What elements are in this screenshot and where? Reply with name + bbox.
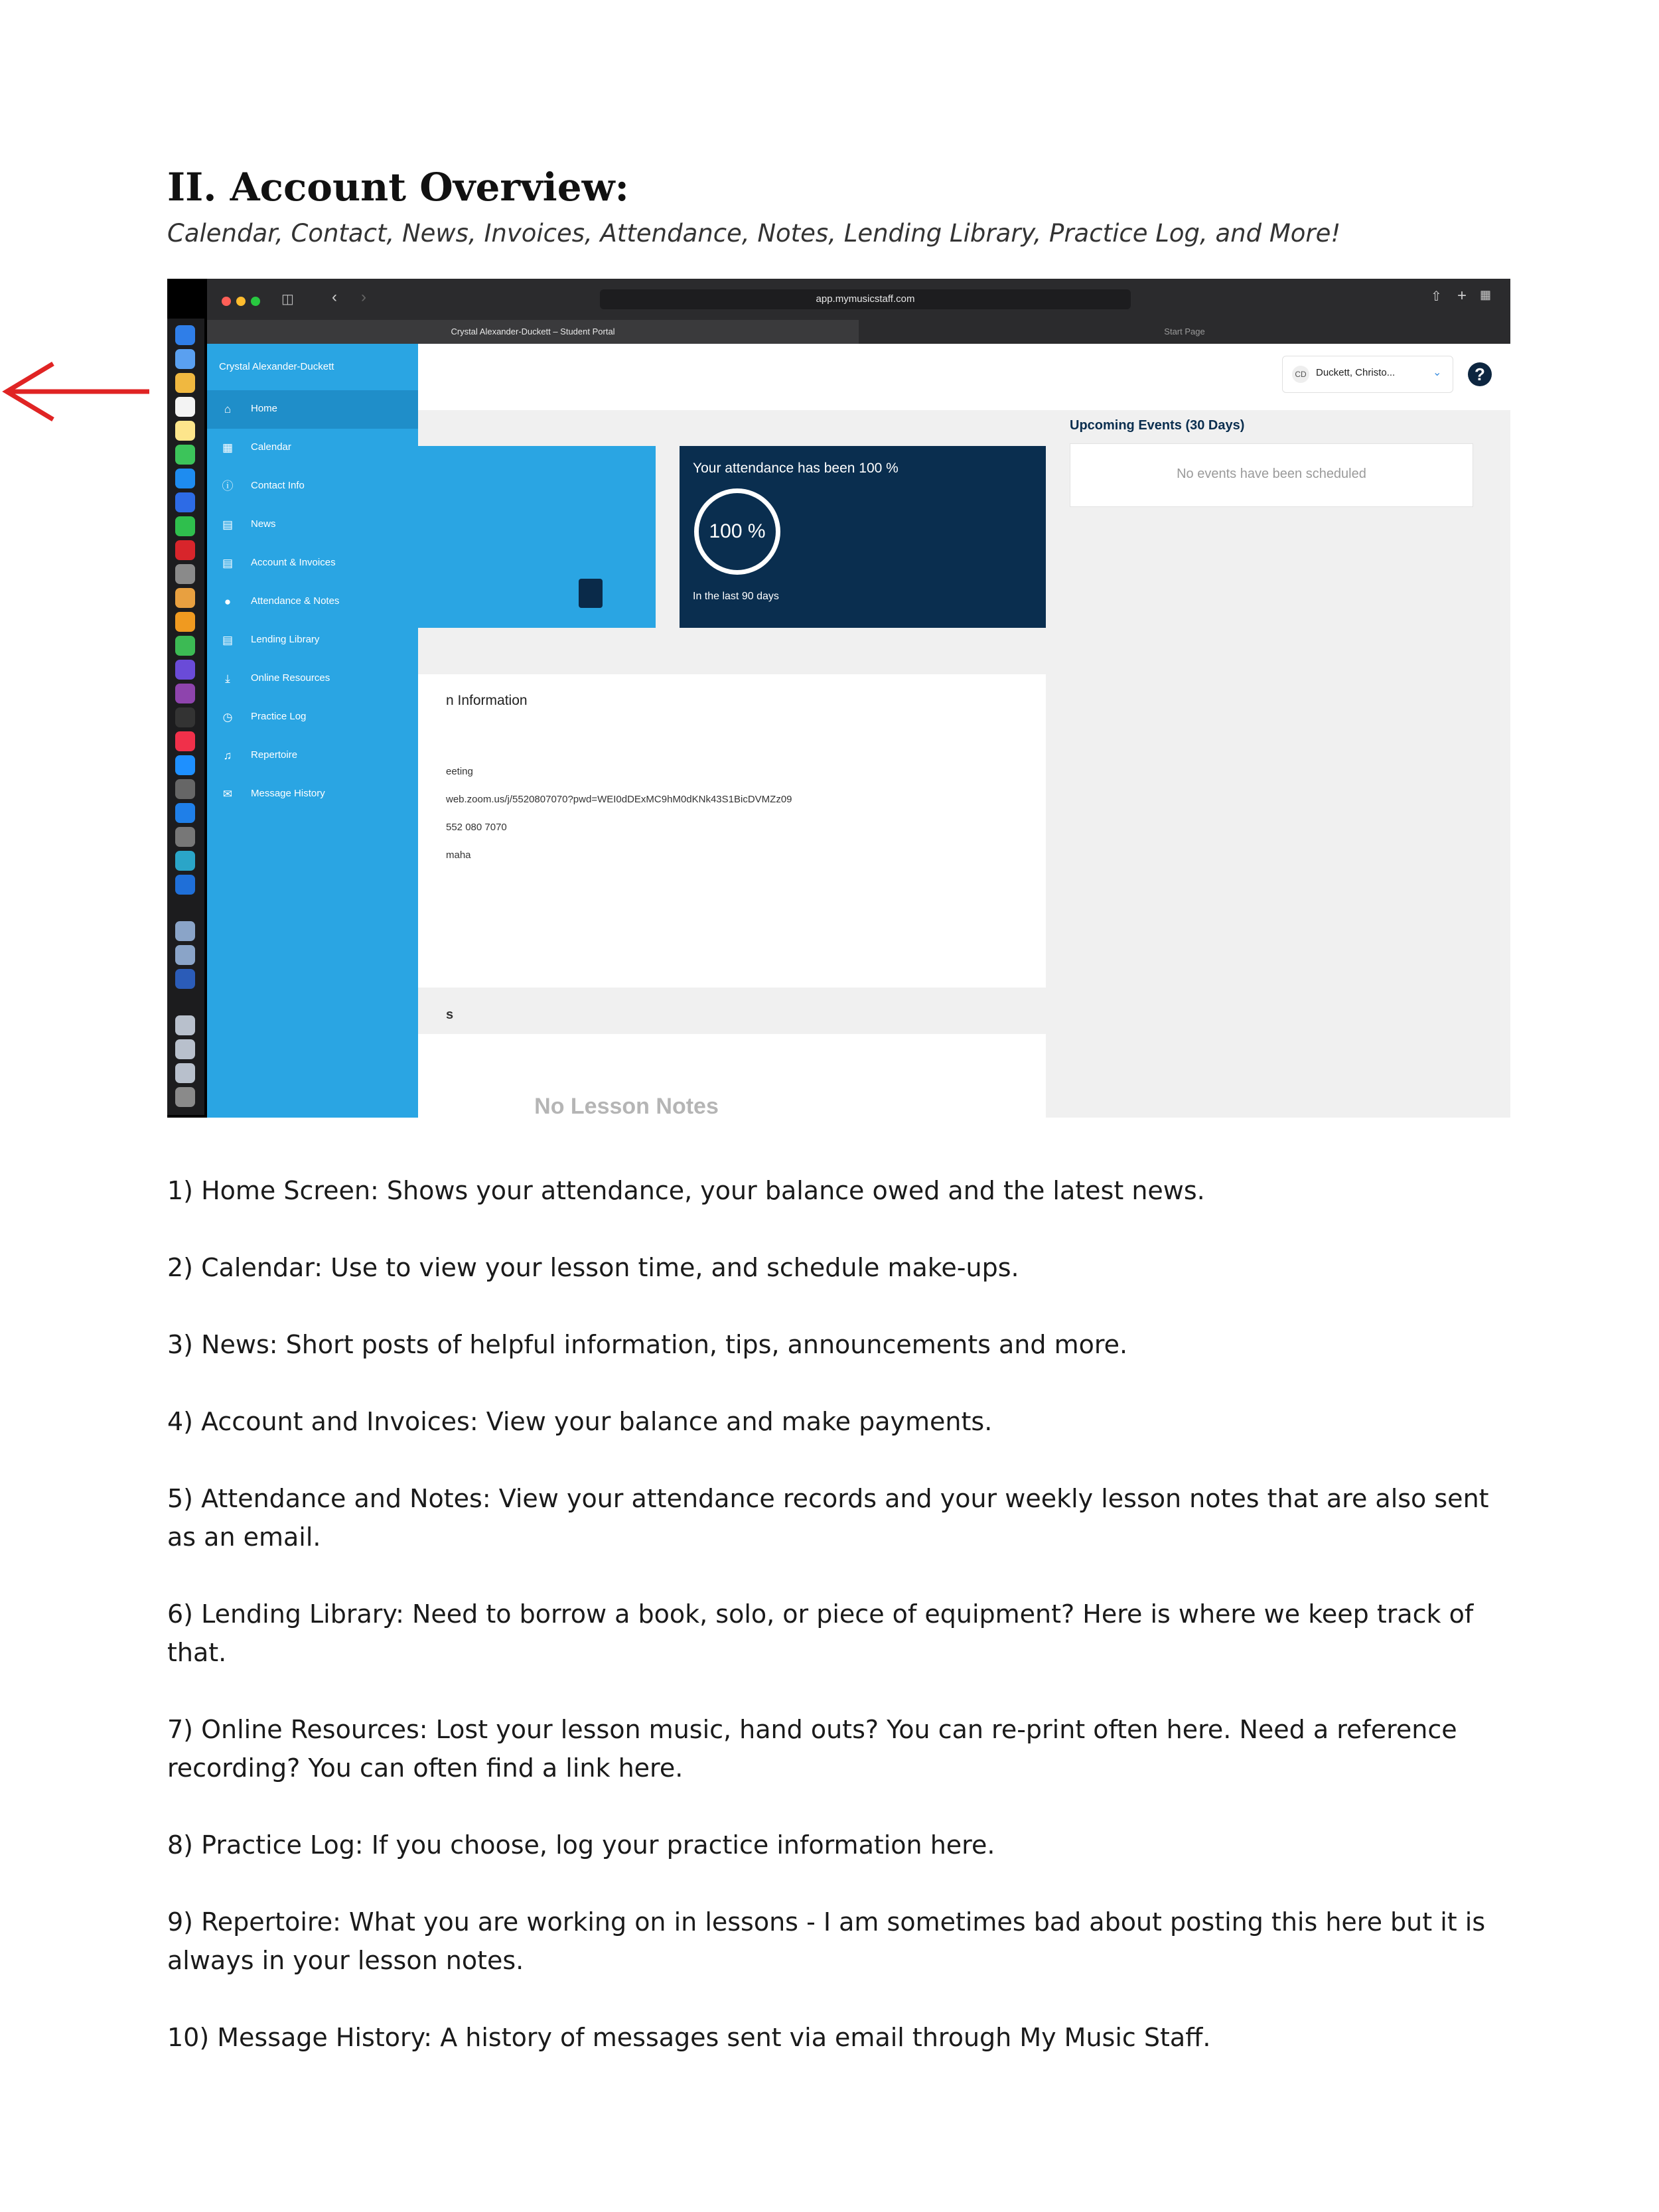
sidebar-item-online-resources[interactable] (207, 660, 418, 698)
sidebar-item-label: News (251, 518, 276, 530)
share-icon[interactable]: ⇧ (1431, 289, 1442, 304)
sidebar-toggle-icon[interactable]: ◫ (281, 292, 294, 307)
portal-sidebar (207, 344, 418, 1118)
sidebar-item-home[interactable] (207, 390, 418, 429)
balance-button[interactable] (579, 579, 603, 608)
list-item: 3) News: Short posts of helpful information, tips, announcements and more. (167, 1330, 1128, 1359)
facetime-icon[interactable] (175, 516, 195, 536)
sidebar-item-label: Lending Library (251, 634, 320, 645)
sidebar-item-label: Practice Log (251, 711, 307, 722)
download-icon: ⤓ (225, 672, 230, 685)
maximize-icon[interactable] (251, 297, 260, 306)
system-prefs-icon[interactable] (175, 827, 195, 847)
sidebar-item-account-invoices[interactable] (207, 544, 418, 583)
minimize-icon[interactable] (236, 297, 246, 306)
list-item: 4) Account and Invoices: View your balance and make payments. (167, 1407, 993, 1436)
close-icon[interactable] (222, 297, 231, 306)
list-item: 1) Home Screen: Shows your attendance, your balance owed and the latest news. (167, 1176, 1205, 1205)
tab-overview-icon[interactable]: ▦ (1480, 288, 1492, 301)
attendance-title: Your attendance has been 100 % (693, 461, 899, 476)
chrome-icon[interactable] (175, 373, 195, 393)
clapper-icon[interactable] (175, 707, 195, 727)
zoom-link[interactable]: web.zoom.us/j/5520807070?pwd=WEI0dDExMC9hM0dKNk43S1BicDVMZz09 (446, 794, 792, 805)
document-icon[interactable] (175, 1015, 195, 1035)
info-line: eeting (446, 766, 473, 777)
portal-screenshot (167, 279, 1510, 1118)
sidebar-item-news[interactable] (207, 506, 418, 544)
news-icon: ▤ (222, 518, 234, 531)
sidebar-item-label: Attendance & Notes (251, 595, 340, 607)
calendar-icon: ▦ (222, 441, 234, 454)
home-icon: ⌂ (224, 403, 232, 415)
calendar-app-icon[interactable] (175, 397, 195, 417)
info-icon: ⓘ (222, 480, 234, 492)
imovie-icon[interactable] (175, 660, 195, 680)
pages-icon[interactable] (175, 612, 195, 632)
notes-heading: s (446, 1007, 454, 1022)
forward-icon[interactable]: › (361, 288, 366, 306)
trash-icon[interactable] (175, 1087, 195, 1107)
sidebar-item-label: Repertoire (251, 749, 298, 761)
list-item: 10) Message History: A history of messages sent via email through My Music Staff. (167, 2023, 1211, 2052)
back-icon[interactable]: ‹ (332, 288, 337, 306)
sidebar-item-repertoire[interactable] (207, 737, 418, 775)
info-line: 552 080 7070 (446, 822, 507, 833)
user-menu[interactable] (1282, 356, 1453, 393)
music-icon: ♫ (223, 749, 232, 762)
list-item: 9) Repertoire: What you are working on in lessons - I am sometimes bad about posting this here but it is always in your lesson notes. (167, 1907, 1486, 1975)
left-arrow-icon (0, 358, 153, 425)
avatar: CD (1292, 366, 1309, 383)
tab-start-page[interactable]: Start Page (859, 320, 1510, 344)
folder-icon[interactable] (175, 921, 195, 941)
document-icon[interactable] (175, 1039, 195, 1059)
document-icon[interactable] (175, 1063, 195, 1083)
events-card (1070, 443, 1473, 507)
help-icon[interactable]: ? (1468, 362, 1492, 386)
list-item: 5) Attendance and Notes: View your attendance records and your weekly lesson notes that are also sent as an email. (167, 1484, 1489, 1552)
books-icon: ▤ (222, 634, 234, 646)
acrobat-icon[interactable] (175, 540, 195, 560)
messages-icon[interactable] (175, 445, 195, 465)
safari-icon[interactable] (175, 349, 195, 369)
sidebar-item-practice-log[interactable] (207, 698, 418, 737)
sidebar-user-name: Crystal Alexander-Duckett (219, 361, 334, 372)
notes-empty-text: No Lesson Notes (534, 1094, 719, 1118)
finder-icon[interactable] (175, 325, 195, 345)
sidebar-item-label: Calendar (251, 441, 291, 453)
invoice-icon: ▤ (222, 557, 234, 569)
tab-student-portal[interactable]: Crystal Alexander-Duckett – Student Portal (207, 320, 859, 344)
sidebar-item-label: Online Resources (251, 672, 330, 684)
zoom-icon[interactable] (175, 492, 195, 512)
settings-icon[interactable] (175, 564, 195, 584)
app-icon[interactable] (175, 588, 195, 608)
list-item: 2) Calendar: Use to view your lesson time, and schedule make-ups. (167, 1253, 1019, 1282)
lesson-info-title: n Information (446, 693, 528, 708)
music-app-icon[interactable] (175, 731, 195, 751)
list-item: 7) Online Resources: Lost your lesson music, hand outs? You can re-print often here. Need a reference recording? You can often find a link here. (167, 1715, 1457, 1783)
section-title: II. Account Overview: (167, 165, 629, 210)
podcasts-icon[interactable] (175, 684, 195, 703)
chevron-down-icon: ⌄ (1433, 367, 1442, 378)
new-tab-icon[interactable]: + (1457, 287, 1467, 305)
macos-dock (167, 319, 204, 1115)
info-line: maha (446, 849, 471, 861)
word-icon[interactable] (175, 969, 195, 989)
sidebar-item-lending-library[interactable] (207, 621, 418, 660)
notes-app-icon[interactable] (175, 421, 195, 441)
user-check-icon: ● (224, 595, 232, 608)
keynote-icon[interactable] (175, 755, 195, 775)
events-title: Upcoming Events (30 Days) (1070, 418, 1245, 433)
sidebar-item-message-history[interactable] (207, 775, 418, 814)
sidebar-item-calendar[interactable] (207, 429, 418, 467)
list-item: 8) Practice Log: If you choose, log your practice information here. (167, 1830, 995, 1860)
section-subtitle: Calendar, Contact, News, Invoices, Attendance, Notes, Lending Library, Practice Log, and More! (167, 219, 1341, 248)
app-store-icon[interactable] (175, 803, 195, 823)
clock-icon: ◷ (222, 711, 233, 723)
list-item: 6) Lending Library: Need to borrow a book, solo, or piece of equipment? Here is where we keep track of that. (167, 1599, 1474, 1667)
sidebar-item-label: Message History (251, 788, 325, 799)
sidebar-item-label: Home (251, 403, 278, 414)
quicktime-icon[interactable] (175, 875, 195, 895)
events-empty-text: No events have been scheduled (1177, 467, 1366, 481)
sidebar-item-label: Account & Invoices (251, 557, 336, 568)
sidebar-item-label: Contact Info (251, 480, 305, 491)
browser-toolbar (207, 279, 1510, 344)
url-bar[interactable]: app.mymusicstaff.com (600, 289, 1131, 309)
sidebar-item-contact-info[interactable] (207, 467, 418, 506)
sidebar-item-attendance-notes[interactable] (207, 583, 418, 621)
folder-icon[interactable] (175, 945, 195, 965)
mail-icon: ✉ (222, 788, 233, 800)
calculator-icon[interactable] (175, 779, 195, 799)
attendance-card (680, 446, 1046, 628)
attendance-value: 100 % (709, 520, 766, 542)
attendance-footnote: In the last 90 days (693, 591, 779, 602)
numbers-icon[interactable] (175, 636, 195, 656)
skype-icon[interactable] (175, 469, 195, 488)
user-name: Duckett, Christo... (1316, 367, 1396, 378)
preview-icon[interactable] (175, 851, 195, 871)
